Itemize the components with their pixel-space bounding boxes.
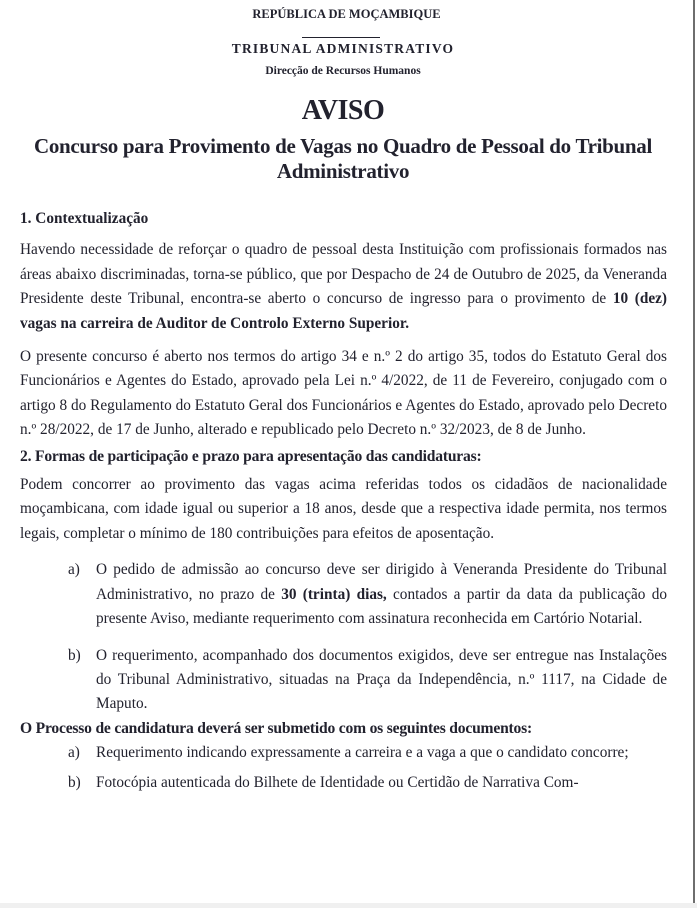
department-header: Direcção de Recursos Humanos <box>265 65 421 77</box>
section-2-paragraph: Podem concorrer ao provimento das vagas acima referidas todos os cidadãos de nacionalidade moçambicana, com idade igual ou superior a 18 anos, desde que a respectiva idade permita, nos termos legais, completar o mínimo de 180 contribuições para efeitos de aposentação. <box>20 476 667 542</box>
list-item-text: Requerimento indicando expressamente a carreira e a vaga a que o candidato concorre; <box>96 744 629 762</box>
list-item <box>20 771 667 795</box>
section-1-paragraph-2: O presente concurso é aberto nos termos do artigo 34 e n.º 2 do artigo 35, todos do Estatuto Geral dos Funcionários e Agentes do Estado, aprovado pela Lei n.º 4/2022, de 11 de Fevereiro, conjugado com o artigo 8 do Regulamento do Estatuto Geral dos Funcionários e Agentes do Estado, aprovado pelo Decreto n.º 28/2022, de 17 de Junho, alterado e republicado pelo Decreto n.º 32/2023, de 8 de Junho. <box>20 348 667 439</box>
list-item-text: O pedido de admissão ao concurso deve ser dirigido à Veneranda Presidente do Tribunal Administrativo, no prazo de <box>96 561 667 603</box>
list-item-text: O requerimento, acompanhado dos documentos exigidos, deve ser entregue nas Instalações do Tribunal Administrativo, situadas na Praça da Independência, n.º 1117, na Cidade de Maputo. <box>96 646 667 713</box>
list-marker: b) <box>68 646 81 664</box>
country-header: REPÚBLICA DE MOÇAMBIQUE <box>252 7 441 21</box>
section-1-paragraph-1 <box>20 238 667 336</box>
notice-title: AVISO <box>301 95 385 126</box>
documents-list <box>20 741 667 795</box>
list-marker: a) <box>68 744 80 762</box>
deadline-highlight: 30 (trinta) dias, <box>281 585 387 603</box>
list-item <box>20 741 667 765</box>
list-item-text: contados a partir da data da publicação do presente Aviso, mediante requerimento com assinatura reconhecida em Cartório Notarial. <box>96 585 668 628</box>
section-2-heading: 2. Formas de participação e prazo para apresentação das candidaturas: <box>20 447 482 465</box>
viewport-bottom-edge <box>0 903 697 908</box>
list-item-text: Fotocópia autenticada do Bilhete de Identidade ou Certidão de Narrativa Com- <box>96 774 579 792</box>
section-1-heading: 1. Contextualização <box>20 210 149 227</box>
list-marker: b) <box>68 774 81 792</box>
paragraph-text: Havendo necessidade de reforçar o quadro de pessoal desta Instituição com profissionais formados nas áreas abaixo discriminadas, torna-se público, que por Despacho de 24 de Outubro de 2025, da Veneranda Presidente deste Tribunal, encontra-se aberto o concurso de ingresso para o provimento de <box>20 241 667 308</box>
header-divider <box>302 37 380 38</box>
institution-header: TRIBUNAL ADMINISTRATIVO <box>231 41 455 56</box>
documents-heading: O Processo de candidatura deverá ser submetido com os seguintes documentos: <box>20 719 532 737</box>
list-item <box>20 644 667 717</box>
list-marker: a) <box>68 561 80 579</box>
participation-list <box>20 558 667 716</box>
vacancies-highlight: 10 (dez) vagas na carreira de Auditor de Controlo Externo Superior. <box>20 290 668 332</box>
list-item <box>20 558 667 631</box>
document-body <box>20 207 667 795</box>
notice-subtitle: Concurso para Provimento de Vagas no Quadro de Pessoal do Tribunal Administrativo <box>33 134 653 183</box>
